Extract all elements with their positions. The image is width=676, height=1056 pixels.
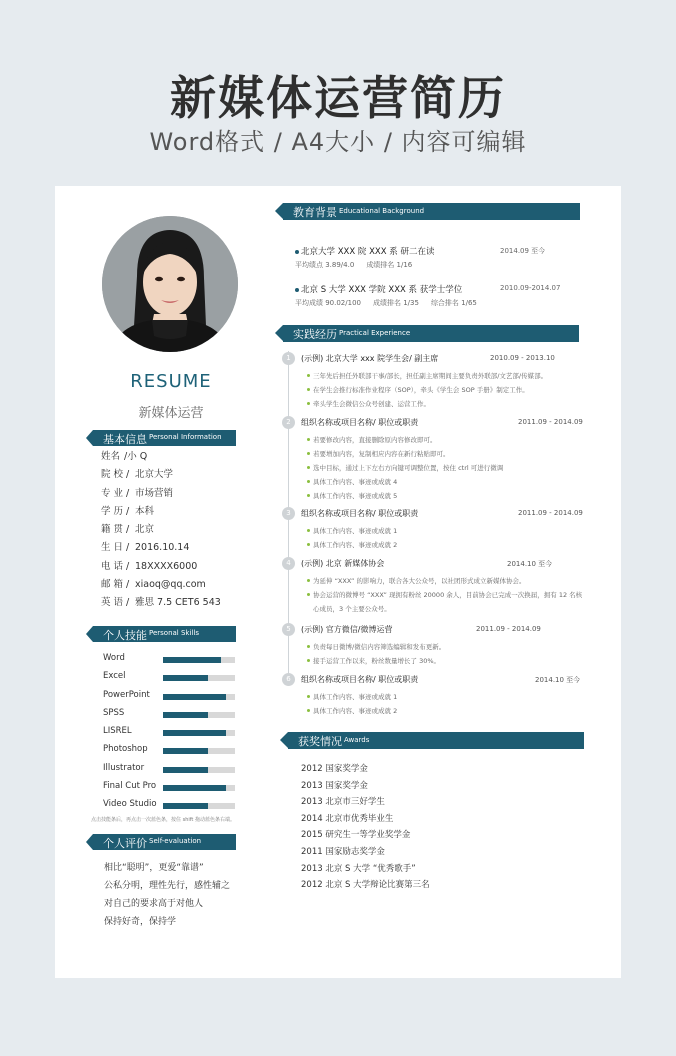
experience-date: 2011.09 - 2014.09 (518, 509, 583, 517)
education-extra: 综合排名 1/65 (430, 299, 477, 307)
skill-row (103, 799, 243, 817)
skill-bar[interactable] (163, 712, 235, 718)
basic-info-list (101, 448, 221, 613)
award-item: 2013 国家奖学金 (301, 780, 368, 791)
skill-bar-fill (163, 657, 221, 663)
bullet-dot (295, 250, 299, 254)
awards-list (301, 762, 430, 895)
section-header-self-eval (93, 834, 236, 850)
info-row-major: 专 业 / 市场营销 (101, 487, 174, 499)
info-row-degree: 学 历 / 本科 (101, 505, 155, 517)
education-item (295, 245, 585, 270)
self-eval-line: 相比“聪明”，更爱“靠谱” (104, 863, 204, 873)
award-item: 2015 研究生一等学业奖学金 (301, 830, 411, 841)
experience-bullet: 具体工作内容、事迹或成就 1 (307, 524, 583, 538)
skill-row (103, 744, 243, 762)
section-title: 教育背景 (293, 206, 337, 219)
section-title-en: Educational Background (339, 207, 425, 215)
portrait-photo (102, 216, 238, 352)
education-gpa: 平均成绩 90.02/100 (295, 299, 361, 307)
avatar (102, 216, 238, 352)
section-header-education (283, 203, 580, 220)
info-row-phone: 电 话 / 18XXXX6000 (101, 560, 198, 572)
skill-bar[interactable] (163, 657, 235, 663)
skill-name: LISREL (103, 726, 132, 737)
skill-row (103, 653, 243, 671)
education-date: 2010.09-2014.07 (500, 284, 561, 292)
info-row-english: 英 语 / 雅思 7.5 CET6 543 (101, 597, 221, 609)
resume-label: RESUME (130, 371, 212, 392)
award-item: 2012 北京 S 大学辩论比赛第三名 (301, 880, 430, 891)
experience-date: 2011.09 - 2014.09 (518, 418, 583, 426)
timeline-number: 3 (282, 507, 295, 520)
experience-bullet: 三年先后担任外联部干事/部长，担任副主席期间主要负责外联部/文艺部/传媒部。 (307, 369, 583, 383)
experience-bullet: 具体工作内容、事迹或成就 5 (307, 489, 583, 503)
section-header-basic-info (93, 430, 236, 446)
hero-title: 新媒体运营简历 (170, 71, 506, 125)
education-date: 2014.09 至今 (500, 247, 546, 255)
experience-title: 组织名称或项目名称/ 职位或职责 (301, 509, 419, 518)
section-header-skills (93, 626, 236, 642)
skill-name: Final Cut Pro (103, 781, 157, 792)
experience-date: 2014.10 至今 (507, 560, 553, 568)
skill-bar[interactable] (163, 730, 235, 736)
skill-row (103, 690, 243, 708)
experience-bullet: 具体工作内容、事迹或成就 2 (307, 704, 583, 718)
experience-bullet: 接手运营工作以来，粉丝数量增长了 30%。 (307, 654, 583, 668)
experience-date: 2014.10 至今 (535, 676, 581, 684)
experience-title: (示例) 北京 新媒体协会 (301, 559, 385, 568)
skill-name: Photoshop (103, 744, 148, 755)
section-title-en: Awards (344, 736, 370, 744)
hero-subtitle: Word格式 / A4大小 / 内容可编辑 (149, 128, 527, 156)
experience-bullet: 在学生会推行标准作业程序（SOP），牵头《学生会 SOP 手册》制定工作。 (307, 383, 583, 397)
section-header-experience (283, 325, 579, 342)
education-title: 北京 S 大学 XXX 学院 XXX 系 获学士学位 (301, 285, 463, 295)
skill-bar[interactable] (163, 694, 235, 700)
award-item: 2011 国家励志奖学金 (301, 846, 385, 857)
skill-name: Video Studio (103, 799, 157, 810)
section-title-en: Self-evaluation (149, 837, 202, 845)
skill-bar-fill (163, 712, 208, 718)
skill-name: SPSS (103, 707, 125, 718)
skill-bar[interactable] (163, 785, 235, 791)
resume-page (55, 186, 621, 978)
experience-title: (示例) 北京大学 xxx 院学生会/ 副主席 (301, 354, 439, 363)
experience-bullet: 协会运营的微博号 “XXX” 现拥有粉丝 20000 余人，目前协会已完成一次换届，拥有 12 名核心成员，3 个主要公众号。 (307, 588, 583, 616)
timeline-number: 4 (282, 557, 295, 570)
bullet-dot (295, 288, 299, 292)
experience-bullet: 为延伸 “XXX” 的影响力，联合各大公众号，以社团形式成立新媒体协会。 (307, 574, 583, 588)
self-eval-list (104, 860, 230, 932)
skill-bar-fill (163, 785, 226, 791)
experience-bullet: 具体工作内容、事迹或成就 1 (307, 690, 583, 704)
timeline-number: 5 (282, 623, 295, 636)
section-title: 获奖情况 (298, 735, 342, 748)
experience-bullet: 牵头学生会微信公众号创建、运营工作。 (307, 397, 583, 411)
experience-bullet: 若要增加内容，复制相应内容在新行粘贴即可。 (307, 447, 583, 461)
self-eval-line: 公私分明，理性先行，感性辅之 (104, 881, 231, 891)
job-title: 新媒体运营 (138, 406, 204, 421)
section-title-en: Personal Skills (149, 629, 199, 637)
skill-bar-fill (163, 748, 208, 754)
award-item: 2013 北京市三好学生 (301, 797, 385, 808)
info-row-email: 邮 箱 / xiaoq@qq.com (101, 579, 206, 591)
experience-bullet: 具体工作内容、事迹或成就 2 (307, 538, 583, 552)
skill-bar-fill (163, 730, 226, 736)
skill-bar[interactable] (163, 803, 235, 809)
skill-name: Illustrator (103, 762, 145, 773)
education-gpa: 平均绩点 3.89/4.0 (295, 261, 355, 269)
section-title: 个人技能 (103, 629, 147, 642)
experience-title: (示例) 官方微信/微博运营 (301, 625, 393, 634)
self-eval-line: 对自己的要求高于对他人 (104, 899, 204, 909)
skill-bar[interactable] (163, 675, 235, 681)
section-title-en: Practical Experience (339, 329, 411, 337)
section-title: 实践经历 (293, 328, 337, 341)
skill-row (103, 671, 243, 689)
skill-bar-fill (163, 803, 208, 809)
education-rank: 成绩排名 1/35 (372, 299, 419, 307)
skill-row (103, 726, 243, 744)
experience-date: 2011.09 - 2014.09 (476, 625, 541, 633)
skill-note: 点击技能条后，再点击一次蓝色条，按住 shift 拖动蓝色条右端。 (91, 817, 235, 823)
experience-bullet: 负责每日微博/微信内容筛选编辑和发布更新。 (307, 640, 583, 654)
skill-bar[interactable] (163, 748, 235, 754)
award-item: 2012 国家奖学金 (301, 764, 368, 774)
experience-bullet: 选中目标，通过上下左右方向键可调整位置，按住 ctrl 可进行微调 (307, 461, 583, 475)
info-row-school: 院 校 / 北京大学 (101, 469, 174, 481)
skill-row (103, 763, 243, 781)
skill-row (103, 708, 243, 726)
experience-title: 组织名称或项目名称/ 职位或职责 (301, 418, 419, 427)
experience-bullet: 若要修改内容，直接删除原内容修改即可。 (307, 433, 583, 447)
skill-row (103, 781, 243, 799)
education-title: 北京大学 XXX 院 XXX 系 研二在读 (301, 247, 435, 257)
skill-name: Word (103, 653, 125, 663)
section-title-en: Personal Information (149, 433, 222, 441)
skill-bar-fill (163, 675, 208, 681)
section-title: 个人评价 (103, 837, 147, 850)
experience-title: 组织名称或项目名称/ 职位或职责 (301, 675, 419, 684)
skill-bar-fill (163, 767, 208, 773)
skill-name: Excel (103, 671, 126, 682)
skill-name: PowerPoint (103, 689, 150, 700)
timeline-number: 1 (282, 352, 295, 365)
experience-date: 2010.09 - 2013.10 (490, 354, 555, 362)
section-title: 基本信息 (103, 433, 147, 446)
education-rank: 成绩排名 1/16 (366, 261, 413, 269)
timeline-number: 6 (282, 673, 295, 686)
timeline-number: 2 (282, 416, 295, 429)
info-row-hometown: 籍 贯 / 北京 (101, 524, 155, 536)
award-item: 2013 北京 S 大学 “优秀歌手” (301, 863, 416, 874)
skills-list (103, 653, 243, 818)
section-header-awards (288, 732, 584, 749)
skill-bar[interactable] (163, 767, 235, 773)
award-item: 2014 北京市优秀毕业生 (301, 813, 394, 824)
skill-bar-fill (163, 694, 226, 700)
info-row-name: 姓名 /小 Q (101, 451, 148, 462)
self-eval-line: 保持好奇，保持学 (104, 917, 177, 927)
experience-bullet: 具体工作内容、事迹或成就 4 (307, 475, 583, 489)
education-item (295, 283, 585, 308)
info-row-birthday: 生 日 / 2016.10.14 (101, 542, 190, 554)
